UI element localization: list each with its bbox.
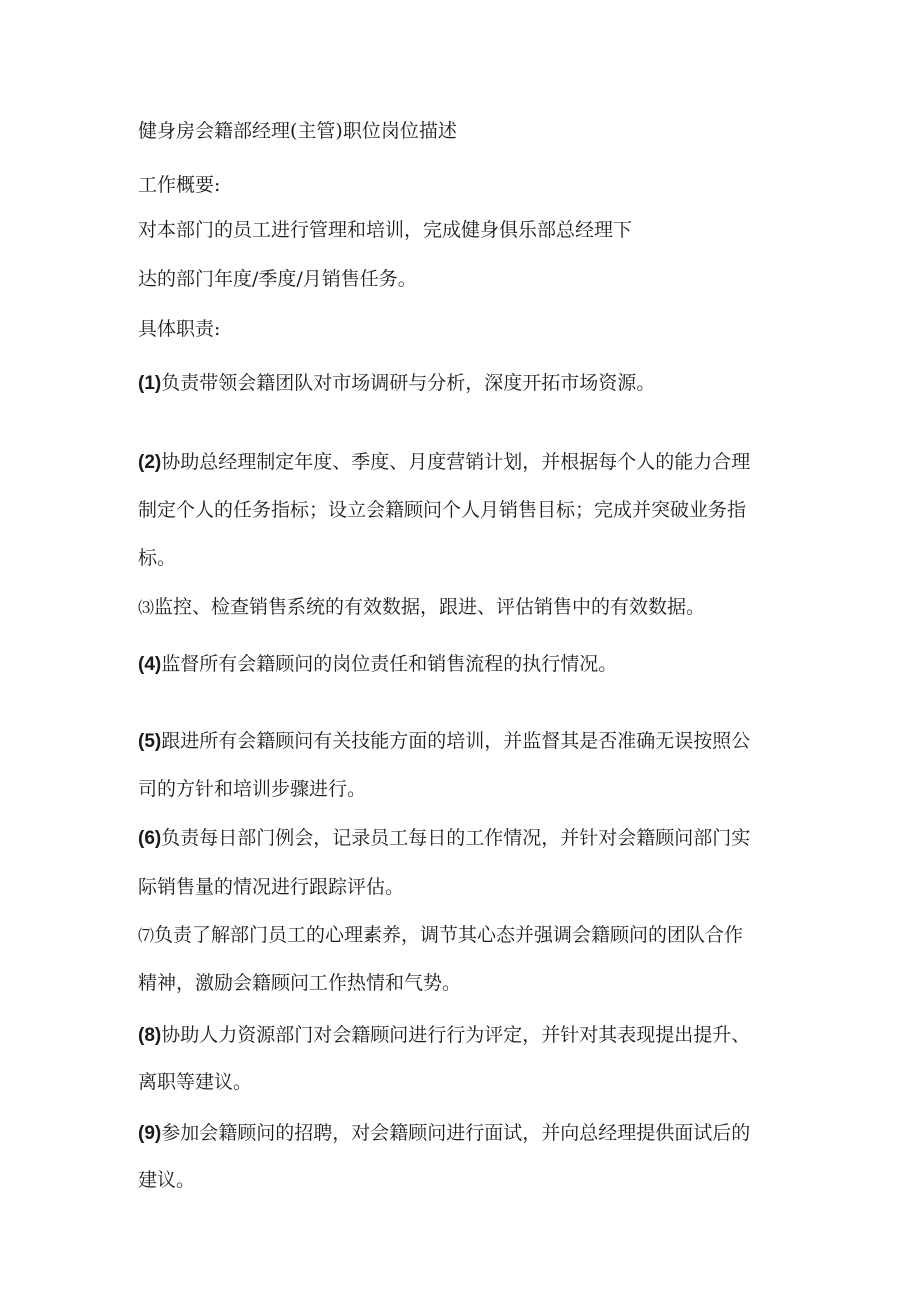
duty-item-6 xyxy=(138,825,750,852)
duty-marker: (4) xyxy=(138,654,162,675)
duty-item-2-cont-2: 标。 xyxy=(138,547,177,569)
duty-text: 监控、检查销售系统的有效数据，跟进、评估销售中的有效数据。 xyxy=(154,596,706,618)
duty-item-5 xyxy=(138,728,750,755)
overview-heading: 工作概要: xyxy=(138,174,221,196)
duty-text: 协助人力资源部门对会籍顾问进行行为评定，并针对其表现提出提升、 xyxy=(161,1024,751,1046)
duty-item-2-cont-1: 制定个人的任务指标；设立会籍顾问个人月销售目标；完成并突破业务指 xyxy=(138,499,747,521)
duty-item-4 xyxy=(138,651,617,678)
duty-marker: (9) xyxy=(138,1123,162,1144)
duty-text: 跟进所有会籍顾问有关技能方面的培训，并监督其是否准确无误按照公 xyxy=(161,730,751,752)
duty-marker: (6) xyxy=(138,828,162,849)
duty-item-5-cont-1: 司的方针和培训步骤进行。 xyxy=(138,778,367,800)
duty-item-8-cont-1: 离职等建议。 xyxy=(138,1071,253,1093)
duty-item-7-cont-1: 精神，激励会籍顾问工作热情和气势。 xyxy=(138,972,462,994)
duty-text: 参加会籍顾问的招聘，对会籍顾问进行面试，并向总经理提供面试后的 xyxy=(161,1122,751,1144)
duty-text: 负责每日部门例会，记录员工每日的工作情况，并针对会籍顾问部门实 xyxy=(161,827,751,849)
duty-text: 负责带领会籍团队对市场调研与分析，深度开拓市场资源。 xyxy=(161,372,656,394)
duty-text: 协助总经理制定年度、季度、月度营销计划，并根据每个人的能力合理 xyxy=(161,451,751,473)
overview-line-1: 对本部门的员工进行管理和培训，完成健身俱乐部总经理下 xyxy=(138,219,633,241)
duty-marker: ⑶ xyxy=(138,598,155,617)
duties-heading: 具体职责: xyxy=(138,318,221,340)
duty-item-3 xyxy=(138,594,705,621)
duty-item-7 xyxy=(138,922,743,949)
overview-line-2: 达的部门年度/季度/月销售任务。 xyxy=(138,268,417,290)
document-title: 健身房会籍部经理(主管)职位岗位描述 xyxy=(138,120,457,142)
duty-text: 负责了解部门员工的心理素养，调节其心态并强调会籍顾问的团队合作 xyxy=(154,924,744,946)
duty-item-2 xyxy=(138,449,750,476)
duty-marker: (2) xyxy=(138,452,162,473)
duty-item-8 xyxy=(138,1022,750,1049)
duty-item-9-cont-1: 建议。 xyxy=(138,1169,196,1191)
duty-marker: (1) xyxy=(138,373,162,394)
duty-marker: ⑺ xyxy=(138,926,155,945)
duty-text: 监督所有会籍顾问的岗位责任和销售流程的执行情况。 xyxy=(161,653,618,675)
duty-item-6-cont-1: 际销售量的情况进行跟踪评估。 xyxy=(138,876,405,898)
duty-marker: (8) xyxy=(138,1025,162,1046)
duty-item-1 xyxy=(138,370,655,397)
duty-item-9 xyxy=(138,1120,750,1147)
duty-marker: (5) xyxy=(138,731,162,752)
